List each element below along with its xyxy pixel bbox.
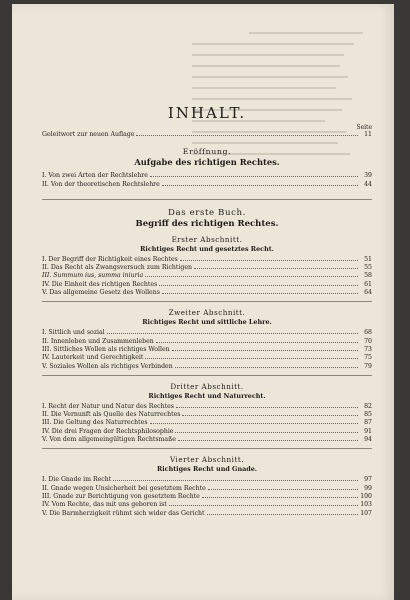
toc-entry-label: II. Von der theoretischen Rechtslehre [42,180,160,188]
toc-entry-label: I. Recht der Natur und Natur des Rechtes [42,402,174,410]
leader-dots [150,423,359,424]
table-of-contents [42,104,372,518]
toc-entry-page: 99 [364,484,372,492]
toc-entry [42,476,372,484]
leader-dots [202,497,358,498]
toc-entry-page: 75 [364,354,372,362]
toc-entry-label: III. Die Geltung des Naturrechtes [42,419,148,427]
toc-entry-label: I. Der Begriff der Richtigkeit eines Rechtes [42,255,178,263]
toc-entry [42,289,372,297]
leader-dots [172,350,358,351]
leader-dots [180,260,358,261]
toc-entry [42,493,372,501]
toc-entry-page: 58 [364,272,372,280]
leader-dots [169,505,358,506]
toc-entry [42,485,372,493]
leader-dots [178,440,358,441]
toc-entry-page: 107 [360,509,372,517]
toc-entry-page: 11 [364,131,372,138]
toc-entry-label: V. Die Barmherzigkeit rühmt sich wider das Gericht [42,509,205,517]
toc-entry [42,354,372,362]
section-heading: Erster Abschnitt. [171,234,243,244]
toc-entry-page: 73 [364,345,372,353]
toc-entry-page: 82 [364,402,372,410]
toc-entry [42,181,372,189]
leader-dots [176,407,358,408]
section-heading: Dritter Abschnitt. [170,381,244,391]
toc-entry [42,501,372,509]
toc-entry-label: I. Von zwei Arten der Rechtslehre [42,172,148,180]
book-page [12,4,394,600]
toc-entry-label: V. Von dem allgemeingültigen Rechtsmaße [42,436,176,444]
toc-entry-geleitwort [42,131,372,139]
leader-dots [207,514,358,515]
eroeffnung-heading: Eröffnung. [182,147,232,157]
leader-dots [182,415,358,416]
toc-entry [42,403,372,411]
section-heading: Vierter Abschnitt. [169,455,245,465]
book-subtitle: Begriff des richtigen Rechtes. [135,218,279,229]
leader-dots [113,480,358,481]
toc-entry [42,346,372,354]
leader-dots [136,135,358,136]
toc-entry-page: 85 [364,411,372,419]
toc-entry-label: IV. Vom Rechte, das mit uns geboren ist [42,501,167,509]
toc-entry-label: III. Summum ius, summa iniuria [42,272,144,280]
toc-entry-label: V. Soziales Wollen als richtiges Verbinden [42,362,173,370]
section-subtitle: Richtiges Recht und Naturrecht. [148,391,266,400]
toc-entry-label: Geleitwort zur neuen Auflage [42,131,135,138]
toc-entry-page: 100 [360,492,372,500]
toc-entry [42,256,372,264]
toc-entry-label: IV. Die drei Fragen der Rechtsphilosophie [42,427,174,435]
toc-entry-page: 70 [364,337,372,345]
toc-entry-label: I. Die Gnade im Recht [42,476,112,484]
toc-entry-label: II. Das Recht als Zwangsversuch zum Richtigen [42,264,192,272]
toc-entry-page: 44 [364,180,372,188]
toc-entry [42,363,372,371]
toc-entry-page: 87 [364,419,372,427]
toc-entry [42,281,372,289]
leader-dots [159,285,358,286]
toc-entry-page: 97 [364,476,372,484]
toc-entry-page: 91 [364,427,372,435]
toc-entry-page: 64 [364,289,372,297]
toc-entry-label: II. Innenleben und Zusammenleben [42,337,154,345]
toc-entry [42,272,372,280]
divider [42,301,372,302]
divider [42,375,372,376]
seite-label: Seite [356,124,372,131]
toc-entry [42,329,372,337]
toc-entry-label: III. Gnade zur Berichtigung von gesetztem Rechte [42,492,200,500]
leader-dots [145,358,358,359]
toc-entry-label: III. Sittliches Wollen als richtiges Wollen [42,345,170,353]
toc-entry-page: 61 [364,280,372,288]
toc-entry-page: 68 [364,329,372,337]
leader-dots [194,268,358,269]
leader-dots [162,185,358,186]
leader-dots [175,432,358,433]
toc-entry-label: IV. Die Einheit des richtigen Rechtes [42,280,158,288]
toc-entry [42,428,372,436]
toc-entry [42,436,372,444]
page-title: INHALT. [167,104,247,122]
toc-entry-label: V. Das allgemeine Gesetz des Wollens [42,289,160,297]
toc-entry-page: 55 [364,264,372,272]
toc-entry-page: 39 [364,172,372,180]
toc-entry [42,338,372,346]
toc-entry-page: 103 [360,501,372,509]
toc-entry-label: IV. Lauterkeit und Gerechtigkeit [42,354,144,362]
section-subtitle: Richtiges Recht und sittliche Lehre. [142,318,272,327]
leader-dots [208,489,358,490]
section-subtitle: Richtiges Recht und Gnade. [156,465,258,474]
leader-dots [162,293,358,294]
toc-entry-label: I. Sittlich und sozial [42,329,105,337]
toc-entry [42,419,372,427]
toc-entry [42,264,372,272]
section-heading: Zweiter Abschnitt. [168,308,246,318]
leader-dots [150,176,358,177]
toc-entry [42,172,372,180]
divider [42,448,372,449]
toc-entry-page: 94 [364,436,372,444]
eroeffnung-subtitle: Aufgabe des richtigen Rechtes. [134,157,280,168]
toc-entry [42,411,372,419]
leader-dots [175,367,358,368]
toc-entry-label: II. Die Vernunft als Quelle des Naturrechtes [42,411,181,419]
section-subtitle: Richtiges Recht und gesetztes Recht. [140,244,274,253]
leader-dots [145,276,358,277]
toc-entry-page: 51 [364,255,372,263]
leader-dots [107,333,358,334]
leader-dots [156,342,358,343]
book-heading: Das erste Buch. [42,199,372,218]
toc-entry [42,510,372,518]
toc-entry-page: 79 [364,362,372,370]
toc-entry-label: II. Gnade wegen Unsicherheit bei gesetztem Rechte [42,484,206,492]
